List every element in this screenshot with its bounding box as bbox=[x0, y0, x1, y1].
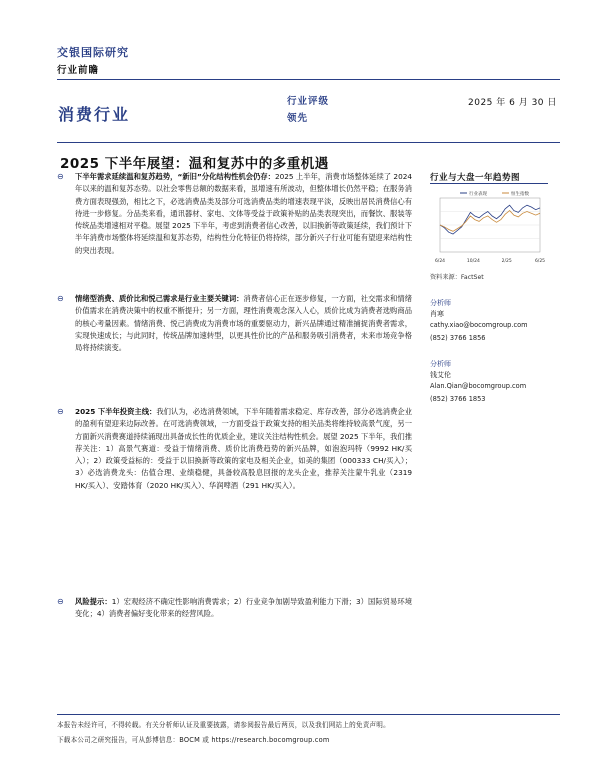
paragraph-1-text: 2025 上半年，消费市场整体延续了 2024 年以来的温和复苏态势。以社会零售总额的数据来看，虽增速有所波动，但整体增长仍然平稳；在服务消费方面表现强劲，相比之下，必选消费品类及部分可选消费品类的增速表现平淡，反映出居民消费信心有待进一步修复。分品类来看，通讯器材、家电、文体等受益于政策补贴的品类表现突出，而餐饮、服装等传统品类增速相对平稳。展望 2025 下半年，考虑到消费者信心改善，以旧换新等政策延续，我们预计下半年消费市场整体将延续温和复苏态势，结构性分化特征仍将持续，部分新兴子行业可能有望迎来结构性的突出表现。 bbox=[75, 172, 413, 255]
paragraph-1-lead: 下半年需求延续温和复苏趋势，“新旧”分化结构性机会仍存： bbox=[75, 172, 275, 181]
rating-label: 行业评级 bbox=[287, 96, 330, 107]
x-tick-label: 6/24 bbox=[434, 259, 446, 264]
paragraph-2-text: 消费者信心正在逐步修复，一方面，社交需求和情绪价值需求在消费决策中的权重不断提升；另一方面，理性消费观念深入人心，质价比成为消费者选购商品的核心考量因素。情绪消费、悦己消费成为消费市场的重要驱动力，新兴品牌通过精准捕捉消费者需求，实现快速成长；与此同时，传统品牌加速转型，以更具性价比的产品和服务吸引消费者，未来市场竞争格局将持续演变。 bbox=[75, 294, 412, 353]
analyst-1-name: 肖寒 bbox=[430, 310, 444, 318]
paragraph-2 bbox=[57, 293, 412, 354]
chart-title: 行业与大盘一年趋势图 bbox=[430, 173, 521, 183]
bullet-icon: ⊖ bbox=[57, 407, 64, 416]
trend-chart bbox=[430, 186, 548, 266]
bullet-icon: ⊖ bbox=[57, 294, 64, 303]
footer-download[interactable]: 下载本公司之研究报告，可从彭博信息：BOCM 或 https://research.bocomgroup.com bbox=[57, 736, 330, 744]
trend-chart-svg bbox=[430, 186, 548, 266]
analyst-2-phone: (852) 3766 1853 bbox=[430, 395, 486, 403]
bullet-icon: ⊖ bbox=[57, 172, 64, 181]
legend-label: 恒生指数 bbox=[511, 192, 529, 197]
chart-source: 资料来源：FactSet bbox=[430, 274, 484, 281]
rating-value: 领先 bbox=[287, 113, 309, 124]
report-date: 2025 年 6 月 30 日 bbox=[468, 98, 557, 108]
title-rule bbox=[57, 142, 560, 143]
analyst-2-name: 钱艾伦 bbox=[430, 371, 451, 379]
analyst-1-email[interactable]: cathy.xiao@bocomgroup.com bbox=[430, 321, 528, 329]
paragraph-4-text: 1）宏观经济不确定性影响消费需求；2）行业竞争加剧导致盈利能力下滑；3）国际贸易环境变化；4）消费者偏好变化带来的经营风险。 bbox=[75, 597, 412, 619]
paragraph-3-lead: 2025 下半年投资主线： bbox=[75, 407, 157, 416]
footer-disclaimer: 本报告未经许可，不得转载。有关分析师认证及重要披露，请参阅报告最后两页，以及我们网站上的免责声明。 bbox=[57, 721, 390, 729]
paragraph-2-lead: 情绪型消费、质价比和悦己需求是行业主要关键词： bbox=[75, 294, 244, 303]
chart-title-rule bbox=[430, 183, 548, 184]
footer-rule bbox=[57, 714, 560, 715]
paragraph-4 bbox=[57, 596, 412, 621]
industry-title: 消费行业 bbox=[58, 105, 131, 124]
header-rule bbox=[57, 79, 560, 80]
x-tick-label: 2/25 bbox=[501, 259, 512, 264]
x-tick-label: 10/24 bbox=[466, 259, 480, 264]
x-tick-label: 6/25 bbox=[534, 259, 546, 264]
paragraph-1 bbox=[57, 171, 412, 257]
report-title: 2025 下半年展望：温和复苏中的多重机遇 bbox=[60, 156, 329, 172]
brand-name: 交银国际研究 bbox=[57, 46, 129, 59]
paragraph-3 bbox=[57, 406, 412, 492]
paragraph-4-lead: 风险提示： bbox=[75, 597, 112, 606]
analyst-2-email[interactable]: Alan.Qian@bocomgroup.com bbox=[430, 382, 527, 390]
bullet-icon: ⊖ bbox=[57, 597, 64, 606]
analyst-1-phone: (852) 3766 1856 bbox=[430, 334, 486, 342]
paragraph-3-text: 我们认为，必选消费领域，下半年随着需求稳定、库存改善，部分必选消费企业的盈利有望迎来边际改善。在可选消费领域，一方面受益于政策支持的相关品类将维持较高景气度，另一方面新兴消费赛道持续涌现出具备成长性的优质企业，建议关注结构性机会。展望 2025 下半年，我们推荐关注：1）高景气赛道：受益于情绪消费、质价比消费趋势的新兴品牌，如泡泡玛特（9992 HK/买入）；2）政策受益标的：受益于以旧换新等政策的家电及相关企业，如美的集团（000333 CH/买入）；3）必选消费龙头：估值合理、业绩稳健，具备较高股息回报的龙头企业，推荐关注蒙牛乳业（2319 HK/买入）、安踏体育（2020 HK/买入）、华润啤酒（291 HK/买入）。 bbox=[75, 407, 412, 490]
report-type: 行业前瞻 bbox=[57, 65, 100, 76]
legend-label: 行业表现 bbox=[469, 192, 487, 197]
analyst-1-role: 分析师 bbox=[430, 299, 451, 307]
analyst-2-role: 分析师 bbox=[430, 360, 451, 368]
